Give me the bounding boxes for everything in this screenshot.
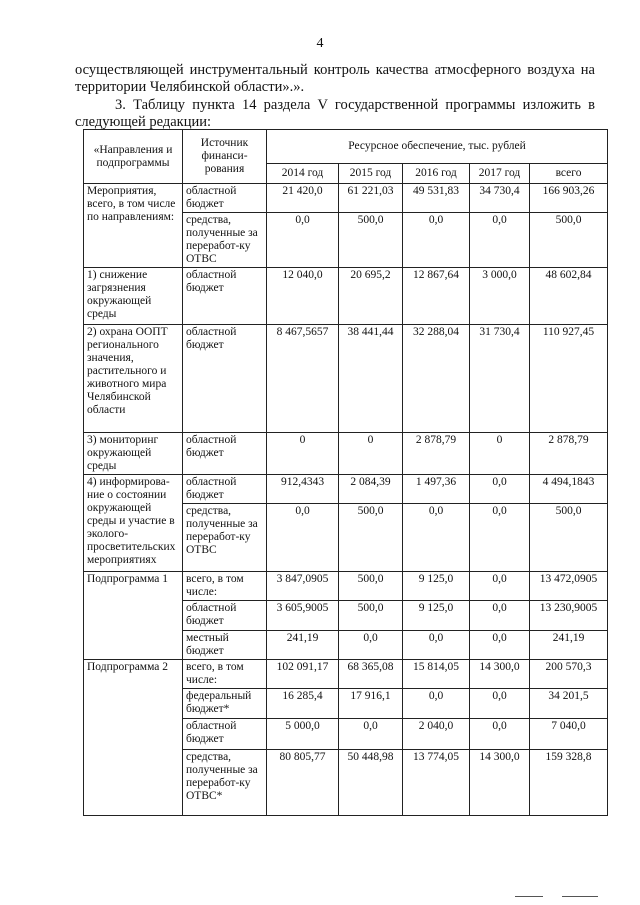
value-cell: 14 300,0 bbox=[470, 750, 530, 816]
direction-cell: 4) информирова-ние о состоянии окружающей среды и участие в эколого-просветительских мероприятиях bbox=[84, 475, 183, 572]
value-cell: 8 467,5657 bbox=[267, 325, 339, 433]
value-cell: 1 497,36 bbox=[403, 475, 470, 504]
source-cell: средства, полученные за переработ-ку ОТВС* bbox=[183, 750, 267, 816]
footer-rule bbox=[562, 896, 598, 897]
value-cell: 0,0 bbox=[403, 213, 470, 268]
value-cell: 0,0 bbox=[339, 719, 403, 750]
value-cell: 13 472,0905 bbox=[530, 572, 608, 601]
header-direction: «Направления и подпрограммы bbox=[84, 130, 183, 184]
direction-cell: Мероприятия, всего, в том числе по направлениям: bbox=[84, 184, 183, 268]
source-cell: всего, в том числе: bbox=[183, 660, 267, 689]
value-cell: 0,0 bbox=[470, 601, 530, 631]
value-cell: 0,0 bbox=[403, 631, 470, 660]
table-row bbox=[84, 433, 608, 475]
value-cell: 48 602,84 bbox=[530, 268, 608, 325]
source-cell: областной бюджет bbox=[183, 268, 267, 325]
value-cell: 38 441,44 bbox=[339, 325, 403, 433]
value-cell: 500,0 bbox=[530, 213, 608, 268]
value-cell: 21 420,0 bbox=[267, 184, 339, 213]
header-year-2015: 2015 год bbox=[339, 164, 403, 184]
value-cell: 0,0 bbox=[267, 213, 339, 268]
direction-cell: Подпрограмма 1 bbox=[84, 572, 183, 660]
source-cell: местный бюджет bbox=[183, 631, 267, 660]
value-cell: 80 805,77 bbox=[267, 750, 339, 816]
value-cell: 500,0 bbox=[530, 504, 608, 572]
value-cell: 2 878,79 bbox=[530, 433, 608, 475]
source-cell: областной бюджет bbox=[183, 475, 267, 504]
value-cell: 49 531,83 bbox=[403, 184, 470, 213]
value-cell: 15 814,05 bbox=[403, 660, 470, 689]
value-cell: 0,0 bbox=[470, 719, 530, 750]
value-cell: 0,0 bbox=[470, 213, 530, 268]
direction-cell: 2) охрана ООПТ регионального значения, растительного и животного мира Челябинской области bbox=[84, 325, 183, 433]
page-number: 4 bbox=[316, 36, 324, 51]
value-cell: 13 774,05 bbox=[403, 750, 470, 816]
value-cell: 200 570,3 bbox=[530, 660, 608, 689]
value-cell: 13 230,9005 bbox=[530, 601, 608, 631]
direction-cell: Подпрограмма 2 bbox=[84, 660, 183, 816]
value-cell: 0,0 bbox=[470, 504, 530, 572]
paragraph-continuation: осуществляющей инструментальный контроль качества атмосферного воздуха на территории Челябинской области».». bbox=[75, 62, 595, 95]
value-cell: 241,19 bbox=[267, 631, 339, 660]
value-cell: 61 221,03 bbox=[339, 184, 403, 213]
table-row bbox=[84, 660, 608, 689]
resource-table bbox=[83, 129, 608, 816]
value-cell: 500,0 bbox=[339, 572, 403, 601]
value-cell: 500,0 bbox=[339, 504, 403, 572]
value-cell: 0,0 bbox=[470, 475, 530, 504]
value-cell: 0,0 bbox=[470, 572, 530, 601]
value-cell: 9 125,0 bbox=[403, 601, 470, 631]
value-cell: 17 916,1 bbox=[339, 689, 403, 719]
value-cell: 0,0 bbox=[403, 504, 470, 572]
value-cell: 34 201,5 bbox=[530, 689, 608, 719]
value-cell: 3 847,0905 bbox=[267, 572, 339, 601]
header-year-2014: 2014 год bbox=[267, 164, 339, 184]
footer-rule bbox=[515, 896, 543, 897]
direction-cell: 3) мониторинг окружающей среды bbox=[84, 433, 183, 475]
value-cell: 166 903,26 bbox=[530, 184, 608, 213]
value-cell: 20 695,2 bbox=[339, 268, 403, 325]
source-cell: средства, полученные за переработ-ку ОТВС bbox=[183, 213, 267, 268]
source-cell: областной бюджет bbox=[183, 184, 267, 213]
value-cell: 0,0 bbox=[470, 689, 530, 719]
value-cell: 0,0 bbox=[470, 631, 530, 660]
value-cell: 12 867,64 bbox=[403, 268, 470, 325]
table-row bbox=[84, 475, 608, 504]
source-cell: федеральный бюджет* bbox=[183, 689, 267, 719]
table-row bbox=[84, 572, 608, 601]
table-row bbox=[84, 325, 608, 433]
value-cell: 31 730,4 bbox=[470, 325, 530, 433]
value-cell: 159 328,8 bbox=[530, 750, 608, 816]
value-cell: 2 040,0 bbox=[403, 719, 470, 750]
value-cell: 16 285,4 bbox=[267, 689, 339, 719]
value-cell: 102 091,17 bbox=[267, 660, 339, 689]
value-cell: 912,4343 bbox=[267, 475, 339, 504]
value-cell: 68 365,08 bbox=[339, 660, 403, 689]
header-year-2017: 2017 год bbox=[470, 164, 530, 184]
value-cell: 4 494,1843 bbox=[530, 475, 608, 504]
value-cell: 7 040,0 bbox=[530, 719, 608, 750]
value-cell: 3 000,0 bbox=[470, 268, 530, 325]
value-cell: 50 448,98 bbox=[339, 750, 403, 816]
value-cell: 12 040,0 bbox=[267, 268, 339, 325]
header-total: всего bbox=[530, 164, 608, 184]
value-cell: 500,0 bbox=[339, 213, 403, 268]
value-cell: 14 300,0 bbox=[470, 660, 530, 689]
header-year-2016: 2016 год bbox=[403, 164, 470, 184]
direction-cell: 1) снижение загрязнения окружающей среды bbox=[84, 268, 183, 325]
value-cell: 110 927,45 bbox=[530, 325, 608, 433]
table-row bbox=[84, 184, 608, 213]
value-cell: 0 bbox=[339, 433, 403, 475]
value-cell: 0,0 bbox=[267, 504, 339, 572]
source-cell: средства, полученные за переработ-ку ОТВС bbox=[183, 504, 267, 572]
value-cell: 0 bbox=[267, 433, 339, 475]
value-cell: 0,0 bbox=[339, 631, 403, 660]
value-cell: 32 288,04 bbox=[403, 325, 470, 433]
value-cell: 34 730,4 bbox=[470, 184, 530, 213]
value-cell: 2 878,79 bbox=[403, 433, 470, 475]
header-source: Источник финанси-рования bbox=[183, 130, 267, 184]
value-cell: 5 000,0 bbox=[267, 719, 339, 750]
value-cell: 2 084,39 bbox=[339, 475, 403, 504]
source-cell: всего, в том числе: bbox=[183, 572, 267, 601]
source-cell: областной бюджет bbox=[183, 325, 267, 433]
source-cell: областной бюджет bbox=[183, 601, 267, 631]
value-cell: 500,0 bbox=[339, 601, 403, 631]
header-resource: Ресурсное обеспечение, тыс. рублей bbox=[267, 130, 608, 164]
source-cell: областной бюджет bbox=[183, 719, 267, 750]
value-cell: 241,19 bbox=[530, 631, 608, 660]
source-cell: областной бюджет bbox=[183, 433, 267, 475]
table-row bbox=[84, 268, 608, 325]
value-cell: 0,0 bbox=[403, 689, 470, 719]
table-body bbox=[84, 184, 608, 816]
paragraph-amendment: 3. Таблицу пункта 14 раздела V государственной программы изложить в следующей редакции: bbox=[75, 97, 595, 130]
value-cell: 0 bbox=[470, 433, 530, 475]
value-cell: 9 125,0 bbox=[403, 572, 470, 601]
value-cell: 3 605,9005 bbox=[267, 601, 339, 631]
